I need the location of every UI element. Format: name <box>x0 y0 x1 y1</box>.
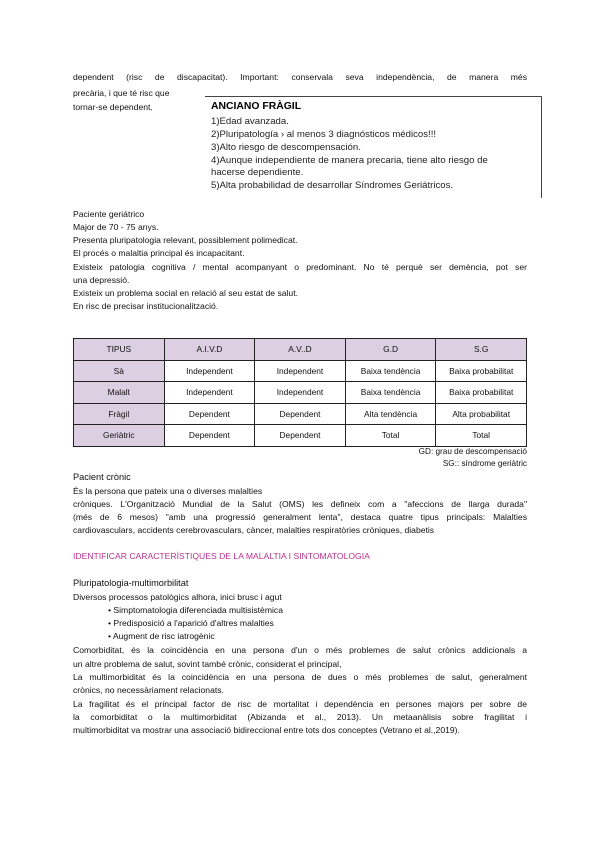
column-header: A.V..D <box>255 339 346 361</box>
list-item: • Simptomatologia diferenciada multisistèmica <box>108 605 283 615</box>
bullet-text: Augment de risc iatrogènic <box>112 631 215 641</box>
intro-line-1: dependent (risc de discapacitat). Important: conservala seva independència, de manera més <box>73 72 527 82</box>
pluri-line: crònics, no necessàriament relacionats. <box>73 685 224 695</box>
table-cell: Dependent <box>255 425 346 447</box>
column-header: TIPUS <box>74 339 165 361</box>
intro-line-2: precària, i que té risc que <box>73 88 170 98</box>
pluri-intro: Diversos processos patològics alhora, inici brusc i agut <box>73 592 282 602</box>
column-header: S.G <box>436 339 527 361</box>
table-cell: Baixa probabilitat <box>436 382 527 404</box>
row-header: Malalt <box>74 382 165 404</box>
geriatric-line: Major de 70 - 75 anys. <box>73 222 159 232</box>
pluri-line: la comorbiditat o la multimorbiditat (Abizanda et al., 2013). Un metaanàlisis sobre fragilitat i <box>73 712 527 722</box>
row-header: Sà <box>74 360 165 382</box>
box-item: 4)Aunque independiente de manera precaria, tiene alto riesgo de <box>211 155 488 166</box>
table-header-row <box>74 339 527 361</box>
table-cell: Independent <box>255 382 346 404</box>
table-cell: Dependent <box>255 403 346 425</box>
geriatric-heading: Paciente geriátrico <box>73 209 145 219</box>
table-row <box>74 403 527 425</box>
geriatric-line: Existeix patologia cognitiva / mental acompanyant o predominant. No té perquè ser demència, pot ser <box>73 262 527 272</box>
table-note: GD: grau de descompensació <box>418 447 527 456</box>
pluri-line: multimorbiditat va mostrar una associació bidireccional entre tots dos conceptes (Vetrano et al.,2019). <box>73 725 460 735</box>
geriatric-line: Presenta pluripatologia relevant, possiblement polimedicat. <box>73 235 298 245</box>
geriatric-line: En risc de precisar institucionalització. <box>73 301 219 311</box>
column-header: A.I.V.D <box>164 339 255 361</box>
table-cell: Baixa tendència <box>345 382 436 404</box>
table-cell: Baixa tendència <box>345 360 436 382</box>
chronic-line: (més de 6 mesos) "amb una progressió generalment lenta", destaca quatre tipus principals: Malalties <box>73 512 527 522</box>
pluri-line: Comorbiditat, és la coincidència en una persona d'un o més problemes de salut crònics addicionals a <box>73 645 527 655</box>
intro-line-3: tornar-se dependent. <box>73 102 153 112</box>
pluri-line: un altre problema de salut, sovint també crònic, considerat el principal, <box>73 659 342 669</box>
row-header: Geriàtric <box>74 425 165 447</box>
box-item: 3)Alto riesgo de descompensación. <box>211 142 361 153</box>
box-item: 1)Edad avanzada. <box>211 116 289 127</box>
list-item: • Predisposició a l'aparició d'altres malalties <box>108 618 274 628</box>
column-header: G.D <box>345 339 436 361</box>
table-cell: Independent <box>255 360 346 382</box>
bullet-text: Predisposició a l'aparició d'altres malalties <box>113 618 274 628</box>
table-note: SG:: síndrome geriàtric <box>442 459 527 468</box>
patient-type-table <box>73 338 527 447</box>
table-cell: Dependent <box>164 403 255 425</box>
table-cell: Baixa probabilitat <box>436 360 527 382</box>
table-row <box>74 425 527 447</box>
geriatric-line: Existeix un problema social en relació al seu estat de salut. <box>73 288 298 298</box>
table-cell: Alta tendència <box>345 403 436 425</box>
table-cell: Dependent <box>164 425 255 447</box>
chronic-line: cardiovasculars, accidents cerebrovasculars, càncer, malalties respiratòries cròniques, diabetis <box>73 525 435 535</box>
table-cell: Total <box>345 425 436 447</box>
table-row <box>74 360 527 382</box>
chronic-line: És la persona que pateix una o diverses malalties <box>73 486 263 496</box>
fragile-elderly-box <box>205 96 542 198</box>
geriatric-line: El procés o malaltia principal és incapacitant. <box>73 248 245 258</box>
row-header: Fràgil <box>74 403 165 425</box>
pluri-heading: Pluripatologia-multimorbilitat <box>73 578 189 588</box>
table-row <box>74 382 527 404</box>
geriatric-line: una depressió. <box>73 275 130 285</box>
pluri-line: La fragilitat és el principal factor de risc de mortalitat i dependència en persones majors per sobre de <box>73 699 527 709</box>
box-item: 2)Pluripatología › al menos 3 diagnósticos médicos!!! <box>211 129 437 140</box>
bullet-text: Simptomatologia diferenciada multisistèmica <box>113 605 283 615</box>
box-title: ANCIANO FRÀGIL <box>211 101 302 112</box>
section-title: IDENTIFICAR CARACTERÍSTIQUES DE LA MALALTIA I SINTOMATOLOGIA <box>73 551 370 561</box>
table-cell: Independent <box>164 360 255 382</box>
box-item: hacerse dependiente. <box>211 167 304 178</box>
table-cell: Total <box>436 425 527 447</box>
box-item: 5)Alta probabilidad de desarrollar Síndromes Geriátricos. <box>211 180 454 191</box>
list-item: • Augment de risc iatrogènic <box>108 631 215 641</box>
chronic-line: cròniques. L'Organització Mundial de la Salut (OMS) les defineix com a "afeccions de llarga durada" <box>73 499 527 509</box>
pluri-line: La multimorbiditat és la coincidència en una persona de dues o més problemes de salut, generalment <box>73 672 527 682</box>
table-cell: Alta probabilitat <box>436 403 527 425</box>
chronic-heading: Pacient crònic <box>73 472 131 482</box>
table-cell: Independent <box>164 382 255 404</box>
